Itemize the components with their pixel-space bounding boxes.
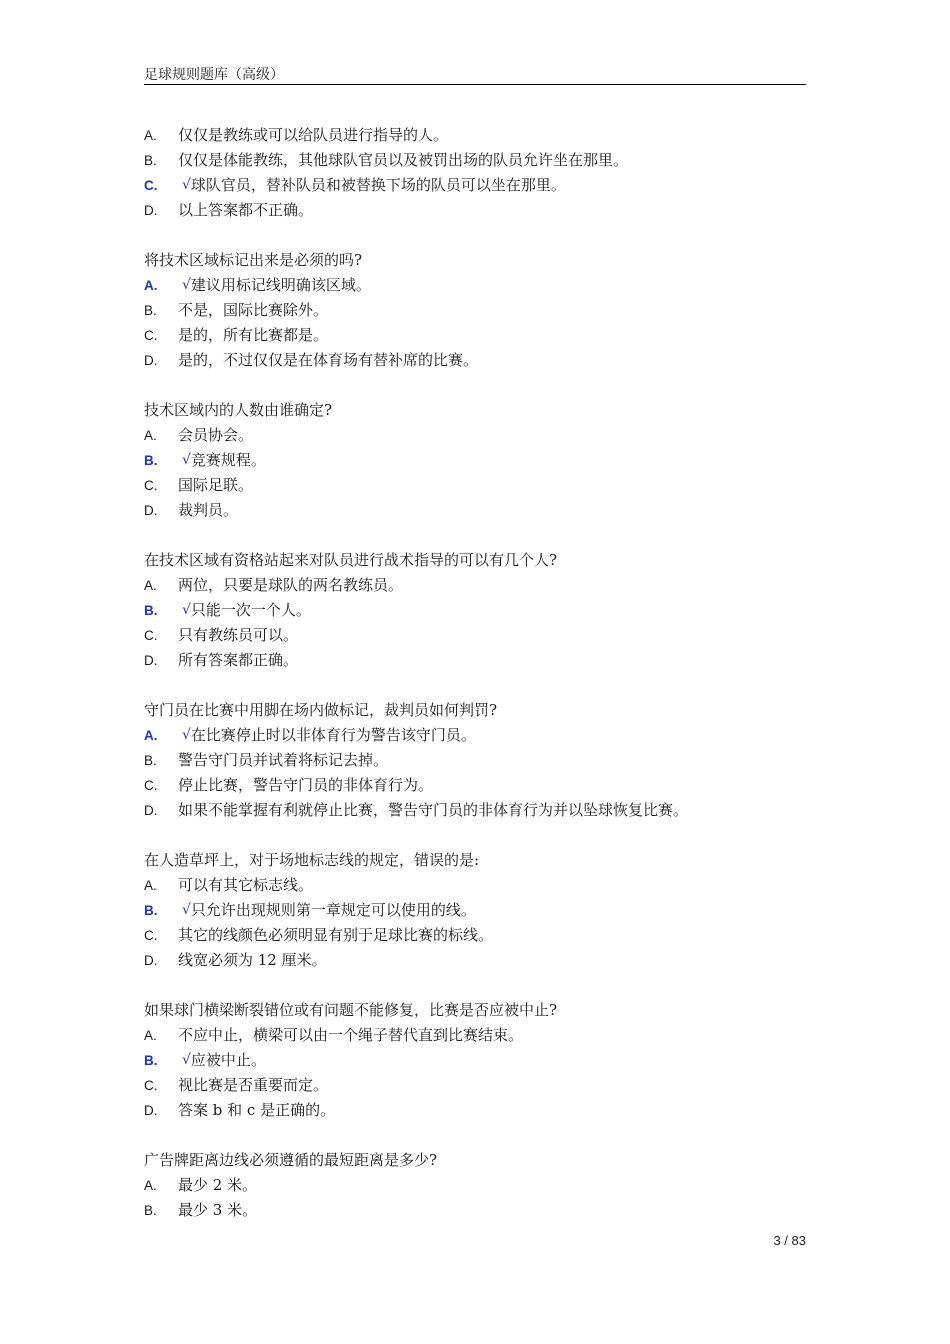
answer-option — [144, 423, 806, 448]
answer-option — [144, 498, 806, 523]
option-letter: D. — [144, 1103, 158, 1118]
option-text: 裁判员。 — [178, 501, 239, 519]
answer-option — [144, 798, 806, 823]
option-text: 最少 2 米。 — [178, 1176, 258, 1194]
option-letter: C. — [144, 778, 158, 793]
answer-option — [144, 123, 806, 148]
option-text: 所有答案都正确。 — [178, 651, 299, 669]
question-block — [144, 1148, 806, 1223]
option-text: 如果不能掌握有利就停止比赛，警告守门员的非体育行为并以坠球恢复比赛。 — [178, 801, 689, 819]
answer-option-correct — [144, 723, 806, 748]
question-text: 守门员在比赛中用脚在场内做标记，裁判员如何判罚? — [144, 701, 498, 719]
check-mark-icon: √ — [182, 452, 191, 468]
page-header-title: 足球规则题库（高级） — [144, 67, 284, 83]
option-text: 视比赛是否重要而定。 — [178, 1076, 329, 1094]
question-block — [144, 398, 806, 523]
answer-option — [144, 773, 806, 798]
option-text: 以上答案都不正确。 — [178, 201, 314, 219]
answer-option — [144, 198, 806, 223]
option-text: 是的，不过仅仅是在体育场有替补席的比赛。 — [178, 351, 479, 369]
check-mark-icon: √ — [182, 1052, 191, 1068]
answer-option — [144, 623, 806, 648]
answer-option — [144, 1098, 806, 1123]
answer-option-correct — [144, 273, 806, 298]
option-text: 国际足联。 — [178, 476, 254, 494]
option-letter: D. — [144, 953, 158, 968]
option-letter: D. — [144, 503, 158, 518]
answer-option — [144, 948, 806, 973]
question-block — [144, 998, 806, 1123]
answer-option-correct — [144, 898, 806, 923]
option-text: 停止比赛，警告守门员的非体育行为。 — [178, 776, 434, 794]
answer-option — [144, 923, 806, 948]
question-text: 将技术区域标记出来是必须的吗? — [144, 251, 363, 269]
question-list — [144, 123, 806, 1248]
option-letter: A. — [144, 1178, 157, 1193]
option-letter: B. — [144, 153, 157, 168]
answer-option — [144, 473, 806, 498]
answer-option — [144, 1073, 806, 1098]
question-text: 在人造草坪上，对于场地标志线的规定，错误的是: — [144, 851, 480, 869]
option-text: 不是，国际比赛除外。 — [178, 301, 329, 319]
question-text: 在技术区域有资格站起来对队员进行战术指导的可以有几个人? — [144, 551, 558, 569]
answer-option — [144, 748, 806, 773]
answer-option — [144, 148, 806, 173]
option-text: 应被中止。 — [190, 1051, 266, 1069]
question-text: 广告牌距离边线必须遵循的最短距离是多少? — [144, 1151, 438, 1169]
answer-option — [144, 1023, 806, 1048]
option-letter: C. — [144, 478, 158, 493]
option-letter: D. — [144, 653, 158, 668]
option-letter: D. — [144, 353, 158, 368]
option-text: 答案 b 和 c 是正确的。 — [178, 1101, 336, 1119]
option-letter: B. — [144, 903, 158, 918]
option-text: 其它的线颜色必须明显有别于足球比赛的标线。 — [178, 926, 494, 944]
option-letter: B. — [144, 603, 158, 618]
option-letter: C. — [144, 628, 158, 643]
option-text: 不应中止，横梁可以由一个绳子替代直到比赛结束。 — [178, 1026, 524, 1044]
option-text: 建议用标记线明确该区域。 — [190, 276, 371, 294]
check-mark-icon: √ — [182, 602, 191, 618]
option-text: 仅仅是体能教练，其他球队官员以及被罚出场的队员允许坐在那里。 — [178, 151, 629, 169]
answer-option-correct — [144, 173, 806, 198]
option-text: 警告守门员并试着将标记去掉。 — [178, 751, 389, 769]
option-letter: A. — [144, 278, 158, 293]
option-text: 只有教练员可以。 — [178, 626, 299, 644]
option-text: 竞赛规程。 — [190, 451, 266, 469]
answer-option — [144, 323, 806, 348]
option-text: 会员协会。 — [178, 426, 254, 444]
option-letter: B. — [144, 1053, 158, 1068]
answer-option — [144, 298, 806, 323]
option-letter: A. — [144, 1028, 157, 1043]
option-letter: B. — [144, 303, 157, 318]
option-letter: C. — [144, 178, 158, 193]
option-text: 只能一次一个人。 — [190, 601, 311, 619]
answer-option-correct — [144, 598, 806, 623]
option-letter: B. — [144, 453, 158, 468]
option-letter: A. — [144, 728, 158, 743]
option-text: 仅仅是教练或可以给队员进行指导的人。 — [178, 126, 449, 144]
answer-option-correct — [144, 1048, 806, 1073]
question-block — [144, 248, 806, 373]
question-block — [144, 698, 806, 823]
answer-option — [144, 348, 806, 373]
option-letter: C. — [144, 928, 158, 943]
answer-option — [144, 648, 806, 673]
option-letter: A. — [144, 578, 157, 593]
option-text: 线宽必须为 12 厘米。 — [178, 951, 327, 969]
option-letter: B. — [144, 753, 157, 768]
option-letter: C. — [144, 328, 158, 343]
option-text: 两位，只要是球队的两名教练员。 — [178, 576, 404, 594]
header-divider — [144, 84, 806, 85]
option-text: 可以有其它标志线。 — [178, 876, 314, 894]
option-letter: D. — [144, 203, 158, 218]
option-text: 球队官员，替补队员和被替换下场的队员可以坐在那里。 — [190, 176, 566, 194]
option-letter: D. — [144, 803, 158, 818]
option-letter: A. — [144, 878, 157, 893]
check-mark-icon: √ — [182, 277, 191, 293]
answer-option — [144, 573, 806, 598]
option-text: 是的，所有比赛都是。 — [178, 326, 329, 344]
answer-option — [144, 1198, 806, 1223]
option-letter: C. — [144, 1078, 158, 1093]
check-mark-icon: √ — [182, 177, 191, 193]
page-number: 3 / 83 — [773, 1233, 806, 1248]
answer-option-correct — [144, 448, 806, 473]
question-block — [144, 548, 806, 673]
option-letter: A. — [144, 428, 157, 443]
question-block — [144, 123, 806, 223]
option-letter: A. — [144, 128, 157, 143]
answer-option — [144, 873, 806, 898]
answer-option — [144, 1173, 806, 1198]
option-text: 只允许出现规则第一章规定可以使用的线。 — [190, 901, 476, 919]
question-block — [144, 848, 806, 973]
option-text: 在比赛停止时以非体育行为警告该守门员。 — [190, 726, 476, 744]
check-mark-icon: √ — [182, 902, 191, 918]
question-text: 如果球门横梁断裂错位或有问题不能修复，比赛是否应被中止? — [144, 1001, 558, 1019]
option-text: 最少 3 米。 — [178, 1201, 258, 1219]
option-letter: B. — [144, 1203, 157, 1218]
question-text: 技术区域内的人数由谁确定? — [144, 401, 333, 419]
check-mark-icon: √ — [182, 727, 191, 743]
